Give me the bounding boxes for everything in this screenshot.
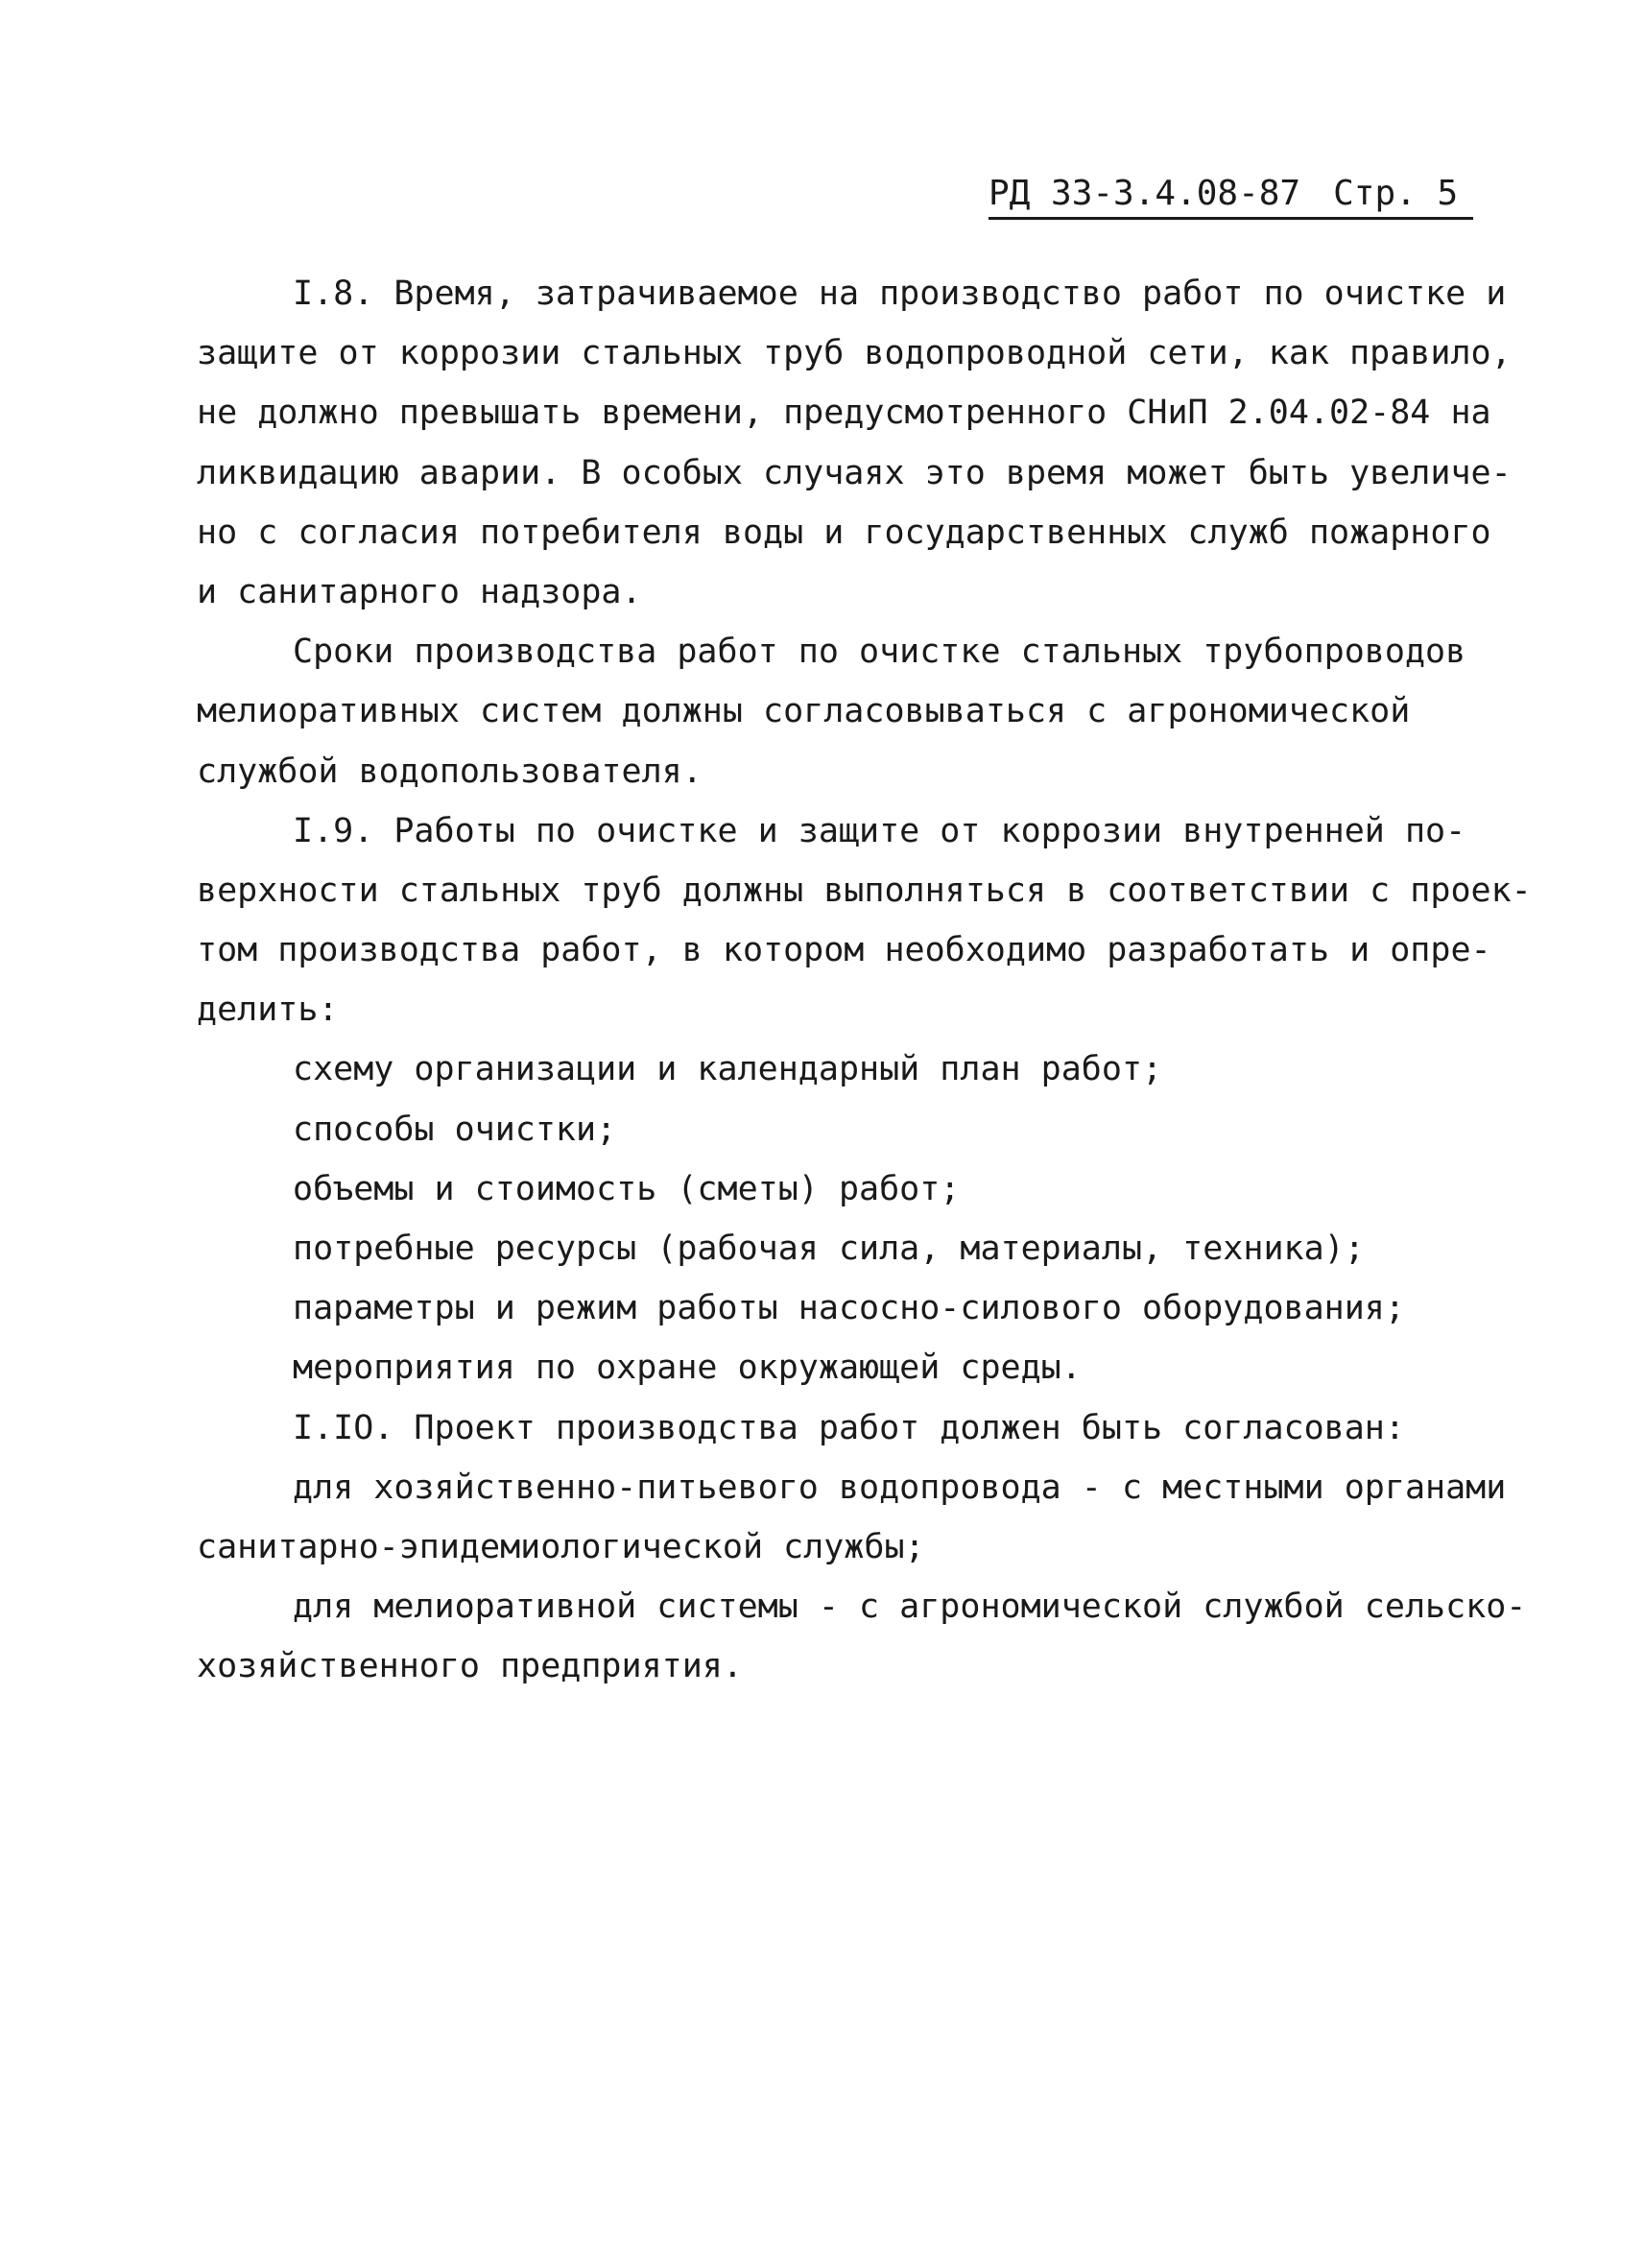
- body-line: Сроки производства работ по очистке стальных трубопроводов: [293, 633, 1466, 672]
- document-body: [197, 264, 1532, 1697]
- body-line: делить:: [197, 991, 339, 1030]
- body-line: но с согласия потребителя воды и государственных служб пожарного: [197, 513, 1491, 552]
- body-line: не должно превышать времени, предусмотренного СНиП 2.04.02-84 на: [197, 394, 1491, 433]
- page-header: [989, 173, 1473, 220]
- document-code: РД 33-3.4.08-87: [989, 174, 1301, 213]
- page-number: Стр. 5: [1333, 174, 1459, 213]
- body-line: службой водопользователя.: [197, 752, 703, 791]
- body-line: том производства работ, в котором необходимо разработать и опре-: [197, 931, 1491, 970]
- body-line: хозяйственного предприятия.: [197, 1647, 743, 1686]
- body-line: для хозяйственно-питьевого водопровода - с местными органами: [293, 1468, 1507, 1507]
- body-line: I.8. Время, затрачиваемое на производство работ по очистке и: [293, 275, 1507, 313]
- body-line: защите от коррозии стальных труб водопроводной сети, как правило,: [197, 334, 1512, 373]
- body-line: I.9. Работы по очистке и защите от коррозии внутренней по-: [293, 811, 1466, 850]
- body-line: объемы и стоимость (сметы) работ;: [293, 1169, 961, 1208]
- body-line: и санитарного надзора.: [197, 572, 642, 611]
- body-line: I.IO. Проект производства работ должен быть согласован:: [293, 1408, 1405, 1447]
- body-line: верхности стальных труб должны выполняться в соответствии с проек-: [197, 871, 1532, 910]
- body-line: мелиоративных систем должны согласовываться с агрономической: [197, 692, 1411, 731]
- body-line: санитарно-эпидемиологической службы;: [197, 1527, 925, 1566]
- body-line: ликвидацию аварии. В особых случаях это время может быть увеличе-: [197, 453, 1512, 492]
- body-line: для мелиоративной системы - с агрономической службой сельско-: [293, 1588, 1527, 1627]
- body-line: схему организации и календарный план работ;: [293, 1050, 1163, 1089]
- body-line: параметры и режим работы насосно-силового оборудования;: [293, 1289, 1405, 1328]
- body-line: способы очистки;: [293, 1110, 617, 1149]
- body-line: мероприятия по охране окружающей среды.: [293, 1349, 1082, 1388]
- body-line: потребные ресурсы (рабочая сила, материалы, техника);: [293, 1229, 1365, 1268]
